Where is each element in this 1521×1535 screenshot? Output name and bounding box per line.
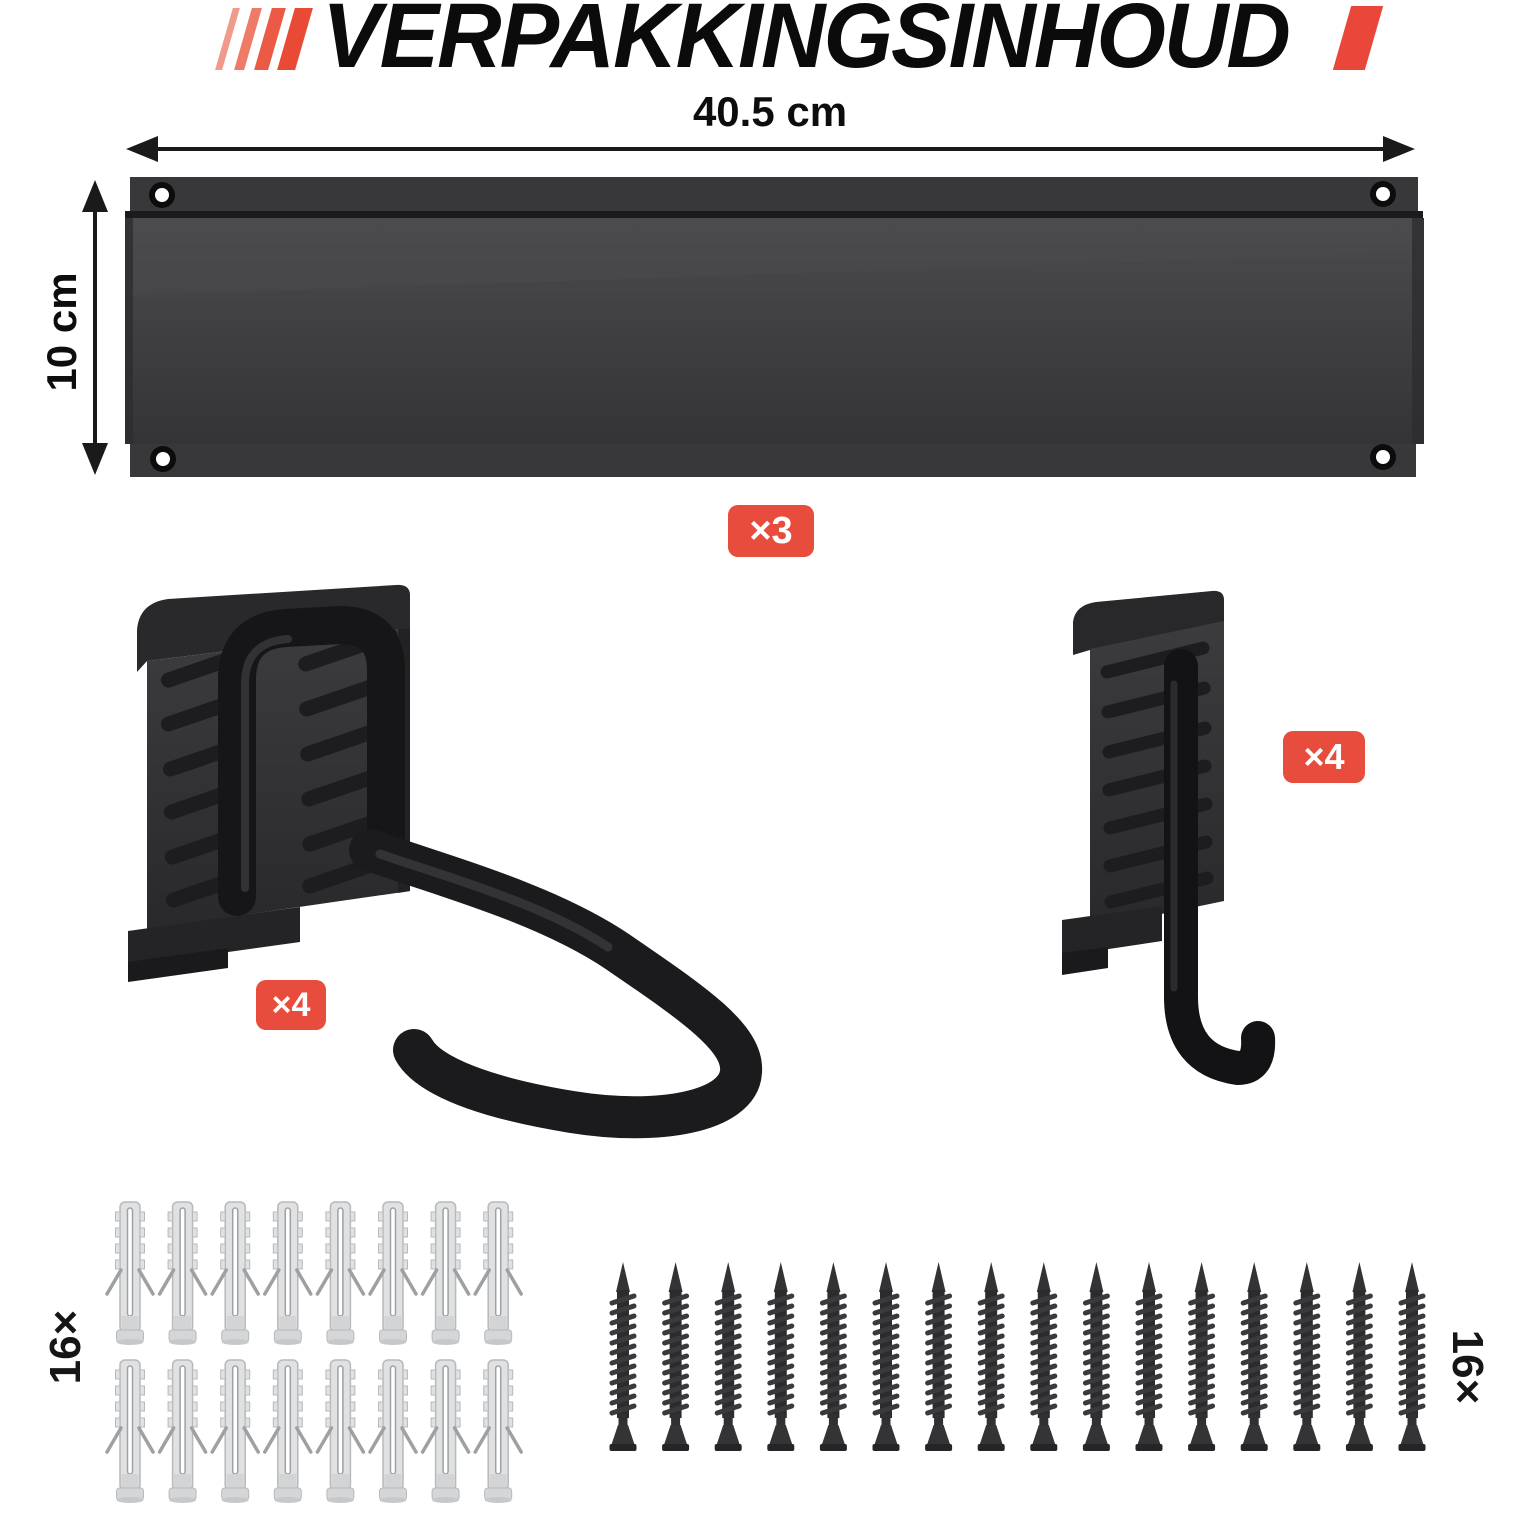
j-hook-graphic bbox=[1062, 591, 1258, 1068]
wall-plug-icon bbox=[107, 1360, 153, 1503]
screw-icon bbox=[715, 1262, 742, 1451]
vertical-dimension-arrow bbox=[82, 180, 108, 475]
wall-plug-icon bbox=[317, 1202, 363, 1345]
wall-plug-icon bbox=[475, 1202, 521, 1345]
rail-height-label: 10 cm bbox=[38, 272, 85, 392]
screw-icon bbox=[767, 1262, 794, 1451]
j-hook-count-badge: ×4 bbox=[1283, 731, 1365, 783]
wall-plug-icon bbox=[370, 1202, 416, 1345]
screw-icon bbox=[1188, 1262, 1215, 1451]
rail-width-label: 40.5 cm bbox=[692, 88, 848, 135]
screw-icon bbox=[978, 1262, 1005, 1451]
screws-group bbox=[610, 1262, 1426, 1451]
wall-plugs-count-label: 16× bbox=[41, 1309, 90, 1385]
screw-icon bbox=[1346, 1262, 1373, 1451]
wall-plug-icon bbox=[475, 1360, 521, 1503]
screw-icon bbox=[1030, 1262, 1057, 1451]
bike-hook-count-badge: ×4 bbox=[256, 980, 326, 1030]
screw-icon bbox=[662, 1262, 689, 1451]
bike-hook-graphic bbox=[128, 585, 741, 1117]
wall-plug-icon bbox=[212, 1360, 258, 1503]
screw-icon bbox=[1241, 1262, 1268, 1451]
rail-graphic bbox=[125, 177, 1424, 477]
wall-plug-icon bbox=[370, 1360, 416, 1503]
wall-plug-icon bbox=[265, 1360, 311, 1503]
rail-count-badge: ×3 bbox=[728, 505, 814, 557]
screw-icon bbox=[1399, 1262, 1426, 1451]
horizontal-dimension-arrow bbox=[126, 136, 1415, 162]
wall-plug-icon bbox=[265, 1202, 311, 1345]
screw-icon bbox=[1083, 1262, 1110, 1451]
wall-plug-icon bbox=[423, 1360, 469, 1503]
wall-plug-icon bbox=[212, 1202, 258, 1345]
screws-count-label: 16× bbox=[1443, 1329, 1492, 1405]
screw-icon bbox=[820, 1262, 847, 1451]
wall-plug-icon bbox=[423, 1202, 469, 1345]
wall-plug-icon bbox=[160, 1360, 206, 1503]
screw-icon bbox=[610, 1262, 637, 1451]
wall-plug-icon bbox=[317, 1360, 363, 1503]
screw-icon bbox=[925, 1262, 952, 1451]
wall-plug-icon bbox=[107, 1202, 153, 1345]
wall-plugs-group bbox=[107, 1202, 521, 1503]
wall-plug-icon bbox=[160, 1202, 206, 1345]
screw-icon bbox=[1293, 1262, 1320, 1451]
screw-icon bbox=[1136, 1262, 1163, 1451]
page-title: VERPAKKINGSINHOUD bbox=[322, 0, 1289, 87]
screw-icon bbox=[873, 1262, 900, 1451]
